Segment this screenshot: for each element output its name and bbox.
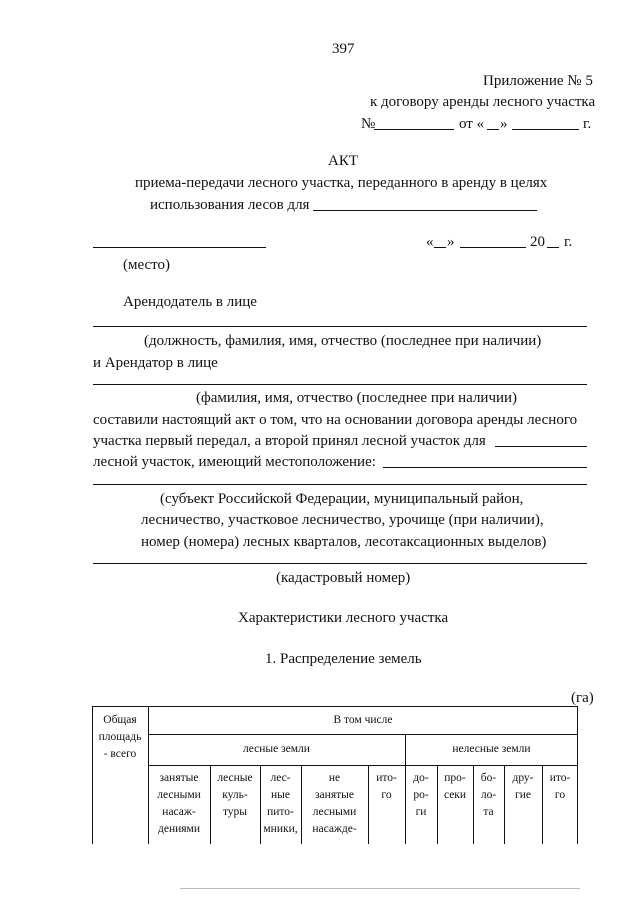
paragraph-line-3: лесной участок, имеющий местоположение: [93,454,376,470]
unit-label: (га) [571,690,594,706]
col-forest-total: ито- го [376,772,397,801]
header-forest-lands: лесные земли [243,743,310,755]
land-distribution-table [92,706,578,844]
table-header-line-1 [148,734,578,735]
header-including: В том числе [333,714,393,726]
act-line-2: использования лесов для [150,197,310,213]
contract-date-from: от « [459,116,485,132]
act-month-blank [460,247,526,248]
contract-number-prefix: № [361,116,376,132]
lessee-blank [93,384,587,385]
appendix-subtitle: к договору аренды лесного участка [370,94,596,110]
place-blank [93,247,266,248]
contract-date-quote-close: » [500,116,508,132]
lessee-label: и Арендатор в лице [93,355,218,371]
col-roads: до- ро- ги [413,772,429,818]
appendix-title: Приложение № 5 [483,73,593,89]
location-hint-1: (субъект Российской Федерации, муниципальный район, [160,491,524,507]
col-forest-cultures: лесные куль- туры [217,772,253,818]
paragraph-line-2: участка первый передал, а второй принял лесной участок для [93,433,486,449]
contract-month-blank [512,129,579,130]
act-line-1: приема-передачи лесного участка, переданного в аренду в целях [135,175,548,191]
scan-edge-line [180,888,580,889]
section-title: Характеристики лесного участка [238,610,449,626]
act-title: АКТ [328,153,358,169]
lessor-blank [93,326,587,327]
lessor-label: Арендодатель в лице [123,294,257,310]
header-nonforest-lands: нелесные земли [452,743,531,755]
page-number: 397 [332,41,355,57]
act-date-quote-open: « [426,234,434,250]
table-border-top [92,706,578,707]
lessor-hint: (должность, фамилия, имя, отчество (последнее при наличии) [144,333,542,349]
location-hint-2: лесничество, участковое лесничество, урочище (при наличии), [141,512,544,528]
act-year-suffix: г. [564,234,573,250]
place-label: (место) [123,257,171,273]
contract-year-suffix: г. [583,116,592,132]
purpose-blank [313,210,537,211]
header-total-area: Общая площадь - всего [98,714,142,760]
table-header-line-2 [148,765,578,766]
col-forest-nurseries: лес- ные пито- мники, [263,772,298,835]
col-nonforest-total: ито- го [549,772,571,801]
col-swamps: бо- ло- та [480,772,497,818]
location-blank-full [93,484,587,485]
location-hint-3: номер (номера) лесных кварталов, лесотаксационных выделов) [141,534,547,550]
location-blank-inline [383,467,587,468]
col-not-occupied: не занятые лесными насажде- [312,772,357,835]
use-purpose-blank [495,446,587,447]
col-occupied-by-plantations: занятые лесными насаж- дениями [157,772,201,835]
act-year-blank [547,247,559,248]
col-clearings: про- секи [443,772,467,801]
lessee-hint: (фамилия, имя, отчество (последнее при наличии) [196,390,518,406]
paragraph-line-1: составили настоящий акт о том, что на основании договора аренды лесного [93,412,578,428]
act-year-prefix: 20 [530,234,545,250]
cadastral-hint: (кадастровый номер) [276,570,411,586]
act-day-blank [434,247,446,248]
act-date-quote-close: » [447,234,455,250]
col-other: дру- гие [512,772,534,801]
cadastral-blank [93,563,587,564]
contract-day-blank [487,129,499,130]
section-subtitle: 1. Распределение земель [265,651,422,667]
contract-number-blank [374,129,454,130]
